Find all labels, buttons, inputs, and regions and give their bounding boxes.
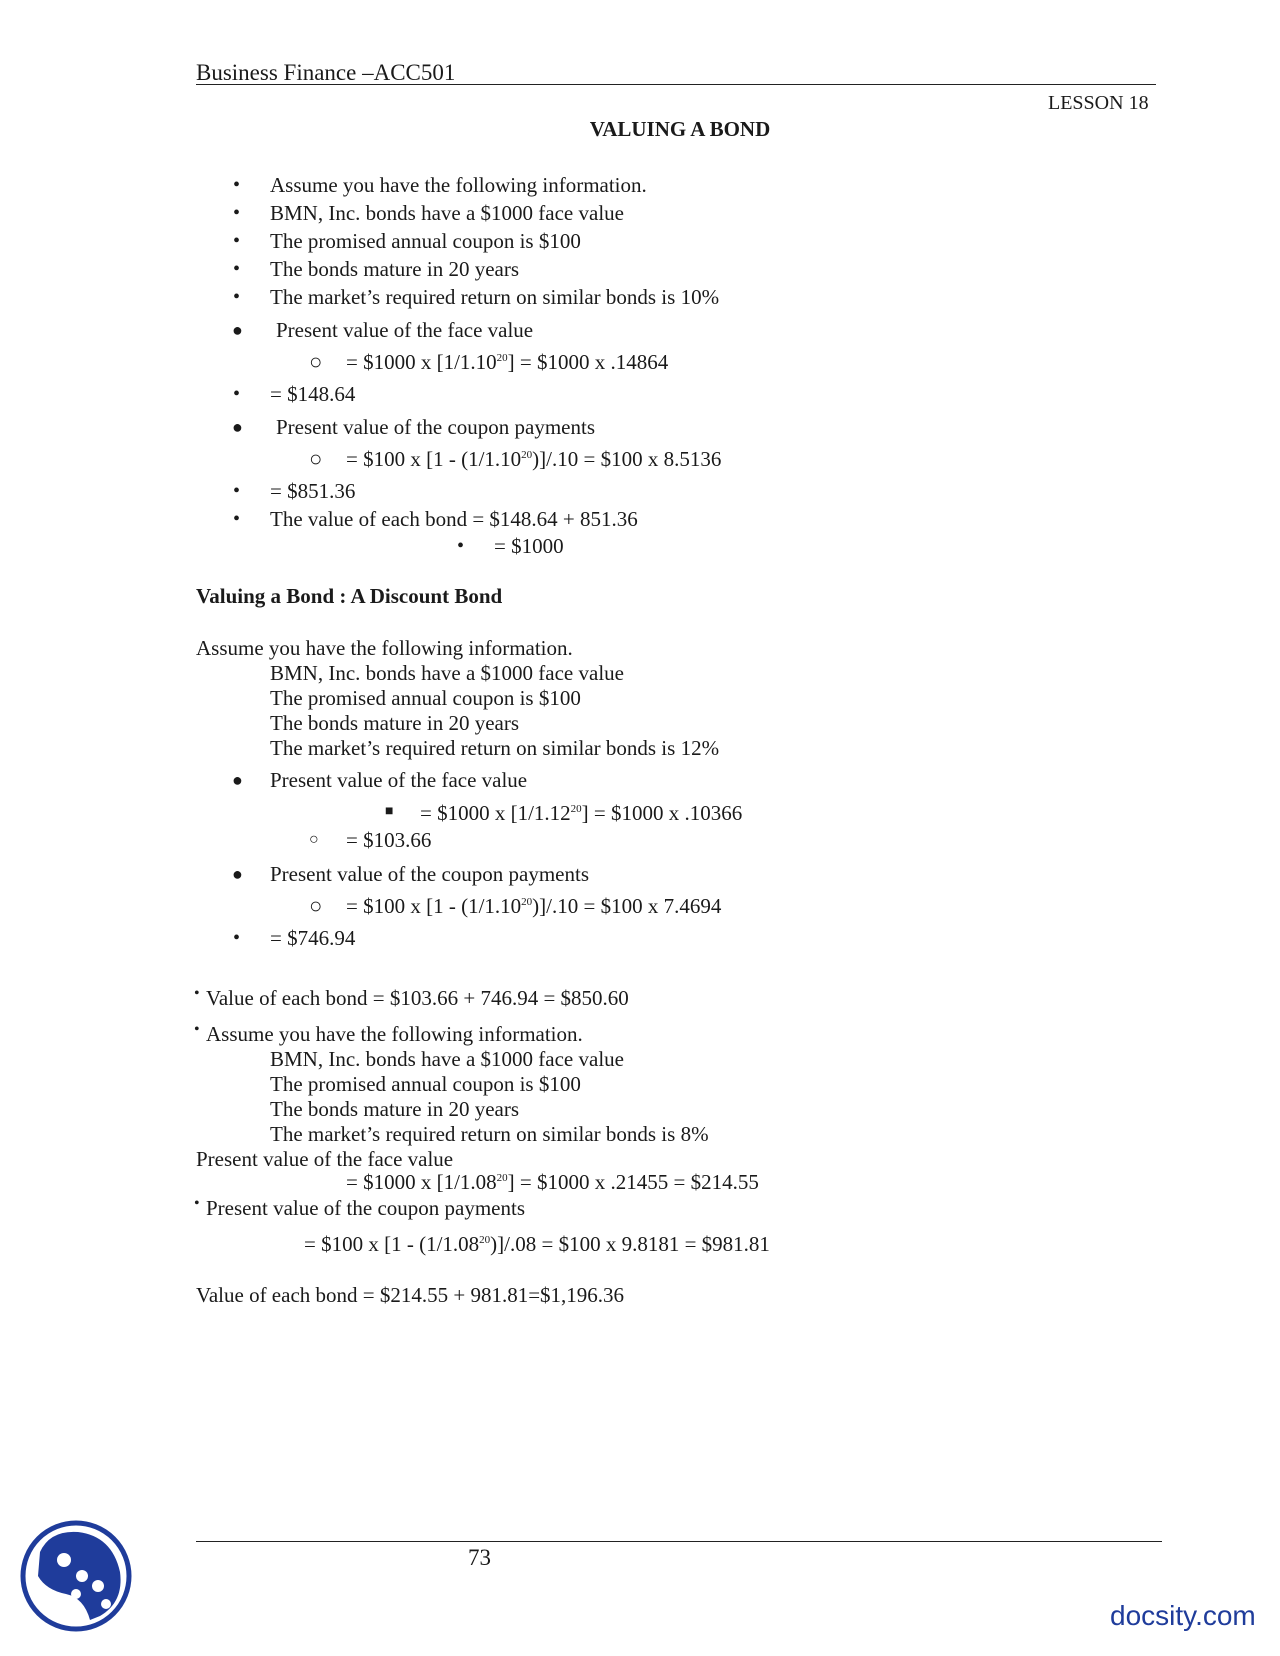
bullet-icon: • [233,230,241,252]
header-rule [196,84,1156,85]
s3-line-1: Assume you have the following information. [206,1022,583,1046]
circle-bullet-icon: ○ [309,446,323,471]
bullet-icon: • [233,202,241,224]
s1-line-3: The promised annual coupon is $100 [270,229,581,253]
circle-bullet-icon: ○ [309,831,319,848]
docsity-logo-icon [20,1520,132,1632]
s2-pv-coupon-result: = $746.94 [270,926,356,950]
s1-pv-coupon-result: = $851.36 [270,479,356,503]
s2-pv-face: Present value of the face value [270,768,528,792]
bullet-icon: ● [232,864,243,884]
square-bullet-icon: ■ [385,804,394,819]
s1-line-4: The bonds mature in 20 years [270,257,520,281]
section-heading: Valuing a Bond : A Discount Bond [196,584,503,608]
page-title: VALUING A BOND [589,117,771,141]
s2-line-3: The promised annual coupon is $100 [270,686,581,710]
s2-pv-coupon: Present value of the coupon payments [270,862,589,886]
bullet-icon: • [233,508,241,530]
s3-pv-face: Present value of the face value [196,1147,454,1171]
s2-line-4: The bonds mature in 20 years [270,711,520,735]
footer-rule [196,1541,1162,1542]
s2-line-5: The market’s required return on similar bonds is 12% [270,736,720,760]
course-title: Business Finance –ACC501 [196,60,456,85]
circle-bullet-icon: ○ [309,349,323,374]
s3-line-2: BMN, Inc. bonds have a $1000 face value [270,1047,624,1071]
s3-line-4: The bonds mature in 20 years [270,1097,520,1121]
s1-pv-face-formula: = $1000 x $[1/1.10^{20}]$ = $1000 x .14864 [346,350,669,374]
page-number: 73 [468,1545,491,1570]
bullet-icon: • [194,985,200,1002]
s1-line-5: The market’s required return on similar bonds is 10% [270,285,720,309]
s3-line-3: The promised annual coupon is $100 [270,1072,581,1096]
bullet-icon: • [457,535,465,557]
s2-bond-value: Value of each bond = $103.66 + 746.94 = $850.60 [206,986,629,1010]
s2-pv-face-result: = $103.66 [346,828,432,852]
bullet-icon: • [194,1021,200,1038]
s1-pv-coupon: Present value of the coupon payments [276,415,595,439]
s1-bond-value-result: = $1000 [494,534,564,558]
bullet-icon: • [233,286,241,308]
s2-line-1: Assume you have the following information. [196,636,573,660]
bullet-icon: • [233,480,241,502]
s3-line-5: The market’s required return on similar bonds is 8% [270,1122,709,1146]
s1-bond-value: The value of each bond = $148.64 + 851.36 [270,507,638,531]
bullet-icon: ● [232,417,243,437]
s2-line-2: BMN, Inc. bonds have a $1000 face value [270,661,624,685]
bullet-icon: • [233,258,241,280]
s3-pv-coupon: Present value of the coupon payments [206,1196,525,1220]
s1-pv-face: Present value of the face value [276,318,534,342]
s3-pv-face-formula: = $1000 x $[1/1.08^{20}]$ = $1000 x .21455 = $214.55 [346,1170,759,1194]
bullet-icon: ● [232,770,243,790]
bullet-icon: ● [232,320,243,340]
bullet-icon: • [194,1195,200,1212]
circle-bullet-icon: ○ [309,893,323,918]
bullet-icon: • [233,927,241,949]
s1-line-2: BMN, Inc. bonds have a $1000 face value [270,201,624,225]
s3-pv-coupon-formula: = $100 x $[1 - (1/1.08^{20})]/.08$ = $100 x 9.8181 = $981.81 [304,1232,770,1256]
s2-pv-face-formula: = $1000 x $[1/1.12^{20}]$ = $1000 x .10366 [420,801,743,825]
s3-bond-value: Value of each bond = $214.55 + 981.81=$1,196.36 [196,1283,625,1307]
brand-name[interactable]: docsity.com [1110,1600,1256,1631]
bullet-icon: • [233,174,241,196]
s2-pv-coupon-formula: = $100 x $[1 - (1/1.10^{20})]/.10$ = $100 x 7.4694 [346,894,722,918]
bullet-icon: • [233,383,241,405]
lesson-label: LESSON 18 [1048,92,1149,114]
s1-pv-coupon-formula: = $100 x $[1 - (1/1.10^{20})]/.10$ = $100 x 8.5136 [346,447,722,471]
s1-line-1: Assume you have the following information. [270,173,647,197]
s1-pv-face-result: = $148.64 [270,382,356,406]
